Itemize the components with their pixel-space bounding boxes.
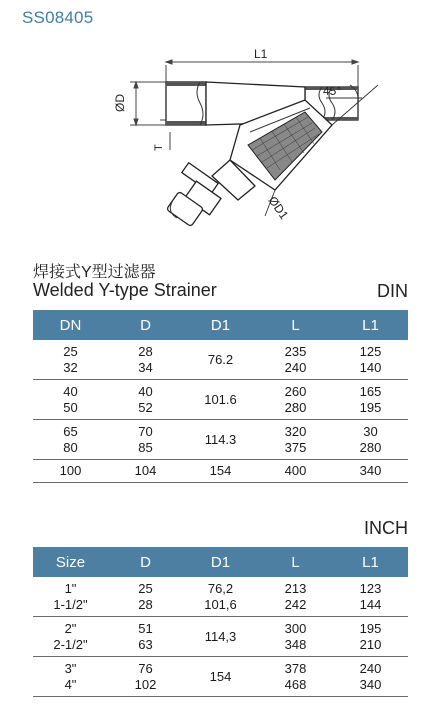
table-row: [33, 577, 408, 617]
cell-value: 260: [284, 384, 307, 399]
table-cell: [108, 380, 183, 420]
dim-t-label: T: [153, 144, 165, 151]
cell-value: 40: [138, 384, 153, 399]
cell-value: 400: [284, 463, 307, 478]
table-cell: [33, 657, 108, 697]
table-cell: 114,3: [183, 617, 258, 657]
cell-value: 28: [138, 344, 153, 359]
table-header-row: [33, 310, 408, 340]
cell-value: 195: [359, 400, 382, 415]
table-cell: [258, 380, 333, 420]
cell-value: 280: [359, 440, 382, 455]
table-row: [33, 420, 408, 460]
column-header: D: [108, 547, 183, 577]
table-row: [33, 617, 408, 657]
cell-value: 34: [138, 360, 153, 375]
strainer-drawing: [100, 40, 400, 255]
cell-value: 340: [359, 677, 382, 692]
cell-value: 25: [63, 344, 78, 359]
cell-value: 140: [359, 360, 382, 375]
table-cell: [333, 657, 408, 697]
table-cell: [108, 420, 183, 460]
cell-value: 4": [64, 677, 77, 692]
table-cell: 154: [183, 657, 258, 697]
table-header-row: [33, 547, 408, 577]
cell-value: 50: [63, 400, 78, 415]
column-header: L1: [333, 310, 408, 340]
table-cell: [258, 657, 333, 697]
cell-value: 378: [284, 661, 307, 676]
table-cell: 76.2: [183, 340, 258, 380]
column-header: Size: [33, 547, 108, 577]
table-cell: [108, 657, 183, 697]
cell-value: 102: [134, 677, 157, 692]
title-chinese: 焊接式Y型过滤器: [33, 264, 156, 281]
inch-standard-label: INCH: [364, 518, 408, 538]
column-header: D1: [183, 310, 258, 340]
cell-value: 51: [138, 621, 153, 636]
table-row: [33, 340, 408, 380]
inch-spec-table: [33, 547, 408, 697]
column-header: DN: [33, 310, 108, 340]
table-cell: 101.6: [183, 380, 258, 420]
table-cell: [258, 577, 333, 617]
cell-value: 101,6: [204, 597, 237, 612]
table-cell: [108, 577, 183, 617]
table-cell: [333, 617, 408, 657]
cell-value: 3": [64, 661, 77, 676]
column-header: L: [258, 310, 333, 340]
cell-value: 348: [284, 637, 307, 652]
din-standard-label: DIN: [377, 281, 408, 301]
cell-value: 25: [138, 581, 153, 596]
table-row: [33, 380, 408, 420]
table-cell: [108, 617, 183, 657]
cell-value: 2-1/2": [53, 637, 88, 652]
column-header: L: [258, 547, 333, 577]
table-cell: [33, 340, 108, 380]
cell-value: 28: [138, 597, 153, 612]
table-cell: [33, 420, 108, 460]
table-cell: [333, 380, 408, 420]
table-cell: [333, 340, 408, 380]
table-cell: [33, 617, 108, 657]
cell-value: 52: [138, 400, 153, 415]
cell-value: 240: [359, 661, 382, 676]
table-cell: [258, 420, 333, 460]
table-cell: [258, 460, 333, 483]
column-header: D1: [183, 547, 258, 577]
cell-value: 320: [284, 424, 307, 439]
table-cell: [33, 380, 108, 420]
cell-value: 63: [138, 637, 153, 652]
table-row: [33, 657, 408, 697]
cell-value: 85: [138, 440, 153, 455]
table-cell: [258, 340, 333, 380]
table-cell: [333, 460, 408, 483]
table-cell: 114.3: [183, 420, 258, 460]
dim-od1-label: ØD1: [265, 193, 292, 222]
cell-value: 213: [284, 581, 307, 596]
cell-value: 100: [59, 463, 82, 478]
table-cell: [108, 460, 183, 483]
cell-value: 123: [359, 581, 382, 596]
table-cell: [333, 420, 408, 460]
table-cell: [183, 577, 258, 617]
cell-value: 280: [284, 400, 307, 415]
table-cell: [258, 617, 333, 657]
cell-value: 165: [359, 384, 382, 399]
product-code: SS08405: [22, 8, 94, 27]
cell-value: 104: [134, 463, 157, 478]
din-spec-table: [33, 310, 408, 483]
table-cell: [33, 460, 108, 483]
cell-value: 195: [359, 621, 382, 636]
cell-value: 240: [284, 360, 307, 375]
cell-value: 125: [359, 344, 382, 359]
cell-value: 30: [363, 424, 378, 439]
cell-value: 300: [284, 621, 307, 636]
cell-value: 80: [63, 440, 78, 455]
column-header: D: [108, 310, 183, 340]
cell-value: 468: [284, 677, 307, 692]
cell-value: 76,2: [207, 581, 234, 596]
table-cell: 154: [183, 460, 258, 483]
cell-value: 40: [63, 384, 78, 399]
table-cell: [33, 577, 108, 617]
table-cell: [333, 577, 408, 617]
cell-value: 340: [359, 463, 382, 478]
cell-value: 32: [63, 360, 78, 375]
cell-value: 1": [64, 581, 77, 596]
dim-od-label: ØD: [113, 94, 127, 112]
title-english: Welded Y-type Strainer: [33, 280, 217, 300]
dim-angle-label: 45°: [323, 84, 342, 98]
cell-value: 144: [359, 597, 382, 612]
cell-value: 2": [64, 621, 77, 636]
cell-value: 76: [138, 661, 153, 676]
cell-value: 242: [284, 597, 307, 612]
cell-value: 70: [138, 424, 153, 439]
table-row: [33, 460, 408, 483]
table-cell: [108, 340, 183, 380]
cell-value: 210: [359, 637, 382, 652]
cell-value: 1-1/2": [53, 597, 88, 612]
dim-l1-label: L1: [254, 47, 268, 61]
column-header: L1: [333, 547, 408, 577]
cell-value: 375: [284, 440, 307, 455]
cell-value: 235: [284, 344, 307, 359]
cell-value: 65: [63, 424, 78, 439]
